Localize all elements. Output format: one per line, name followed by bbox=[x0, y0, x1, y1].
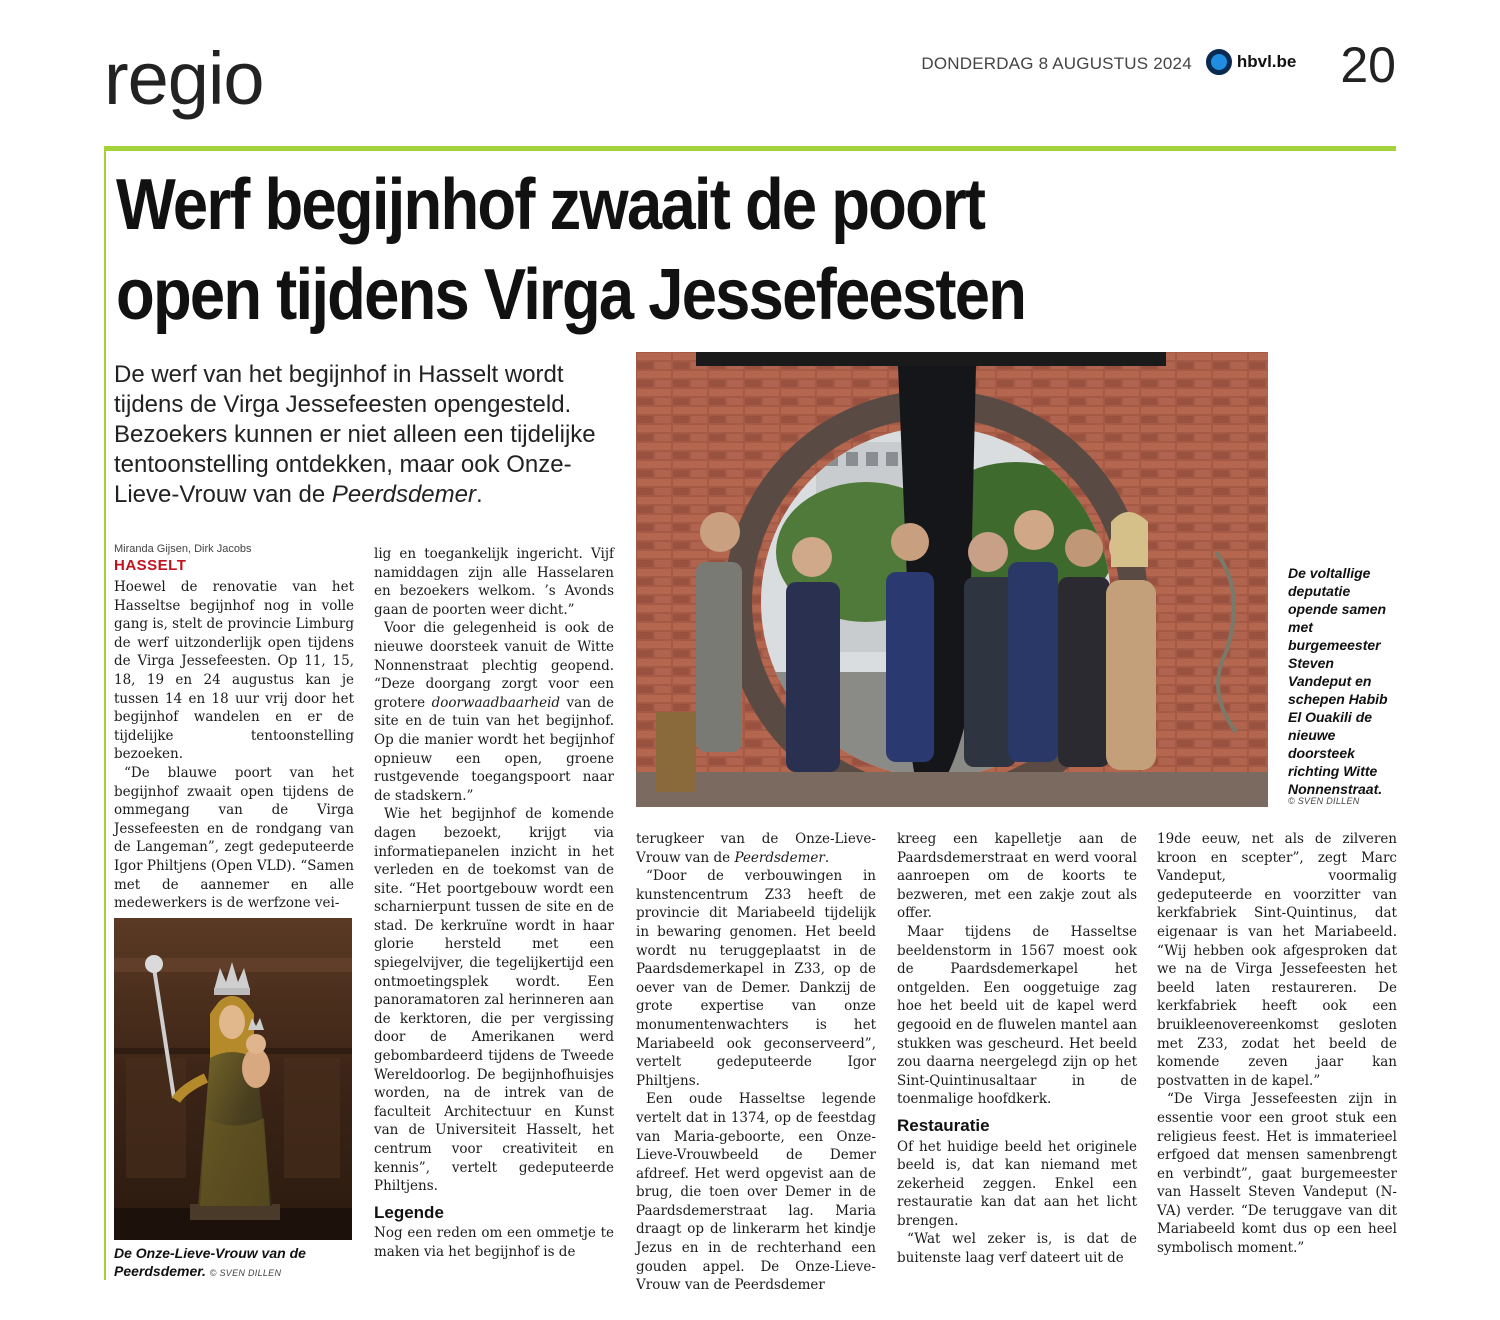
hbvl-logo-icon bbox=[1206, 49, 1232, 75]
lead-italic: Peerdsdemer bbox=[331, 481, 476, 508]
paragraph: Nog een reden om een ommetje te maken via het begijnhof is de bbox=[374, 1225, 614, 1260]
brand[interactable] bbox=[1206, 49, 1297, 75]
accent-rule-vertical bbox=[104, 146, 106, 1280]
headline bbox=[116, 160, 1242, 340]
statue-photo bbox=[114, 918, 352, 1240]
publication-date: DONDERDAG 8 AUGUSTUS 2024 bbox=[921, 54, 1192, 73]
madonna-statue-image bbox=[114, 918, 352, 1240]
paragraph bbox=[374, 619, 614, 805]
paragraph: “Wat wel zeker is, is dat de buitenste laag verf dateert uit de bbox=[897, 1231, 1137, 1267]
statue-caption-text: De Onze-Lieve-Vrouw van de Peerdsdemer. bbox=[114, 1245, 306, 1279]
lead-end: . bbox=[475, 481, 483, 508]
location-tag: HASSELT bbox=[114, 557, 187, 574]
main-photo-credit: © SVEN DILLEN bbox=[1288, 796, 1360, 806]
lead-paragraph bbox=[114, 360, 614, 510]
paragraph: “Door de verbouwingen in kunstencentrum Z33 heeft de provincie dit Mariabeeld tijdelijk in bewaring genomen. Het beeld wordt nu teruggeplaatst in de Paardsdemerkapel in Z33, op de oever van de Demer. Dankzij de grote expertise van onze monumentenwachters is het Mariabeeld ook geconserveerd”, vertelt gedeputeerde Igor Philtjens. bbox=[636, 868, 876, 1089]
paragraph-text: Voor die gelegenheid is ook de nieuwe doorsteek vanuit de Witte Nonnenstraat plechtig geopend. “Deze doorgang zorgt voor een grotere bbox=[374, 620, 614, 711]
emphasis: doorwaadbaarheid bbox=[431, 694, 561, 711]
emphasis: Peerdsdemer bbox=[734, 849, 825, 866]
headline-line-1: Werf begijnhof zwaait de poort bbox=[116, 165, 985, 245]
subheading-legende: Legende bbox=[374, 1202, 444, 1222]
page-number: 20 bbox=[1340, 37, 1396, 93]
paragraph: Hoewel de renovatie van het Hasseltse begijnhof nog in volle gang is, stelt de provincie Limburg de werf uitzonderlijk open tijdens de Virga Jessefeesten. Op 11, 15, 18, 19 en 24 augustus kan je tussen 14 en 18 uur vrij door het begijnhof wandelen en er de tijdelijke tentoonstelling bezoeken. bbox=[114, 579, 354, 763]
statue-photo-credit: © SVEN DILLEN bbox=[209, 1268, 282, 1278]
section-label: regio bbox=[104, 37, 264, 120]
main-photo-caption: De voltallige deputatie opende samen met burgemeester Steven Vandeput en schepen Habib El Ouakili de nieuwe doorsteek richting Witte Nonnenstraat. bbox=[1288, 565, 1388, 797]
paragraph-text: van de site en de tuin van het begijnhof. Op die manier wordt het begijnhof opnieuw een open, groene rustgevende toegangspoort naar de stadskern.” bbox=[374, 694, 614, 804]
subheading-restauratie: Restauratie bbox=[897, 1115, 990, 1135]
column-3 bbox=[636, 830, 876, 1295]
statue-caption bbox=[114, 1244, 354, 1282]
headline-line-2: open tijdens Virga Jessefeesten bbox=[116, 255, 1026, 335]
paragraph: “De Virga Jessefeesten zijn in essentie voor een groot stuk een religieus feest. Het is immaterieel erfgoed dat mensen samenbrengt en verbindt”, gaat burgemeester van Hasselt Steven Vandeput (N-VA) verder. “De teruggave van dit Mariabeeld komt dus op een heel symbolisch moment.” bbox=[1157, 1091, 1397, 1257]
paragraph: Of het huidige beeld het originele beeld is, dat kan niemand met zekerheid zeggen. Enkel een restauratie kan dat aan het licht brengen. bbox=[897, 1138, 1137, 1229]
paragraph: “De blauwe poort van het begijnhof zwaait open tijdens de ommegang van de Virga Jessefeesten en de rondgang van de Langeman”, zegt gedeputeerde Igor Philtjens (Open VLD). “Samen met de aannemer en alle medewerkers is de werfzone vei- bbox=[114, 764, 354, 912]
byline: Miranda Gijsen, Dirk Jacobs bbox=[114, 543, 252, 555]
paragraph: Een oude Hasseltse legende vertelt dat in 1374, op de feestdag van Maria-geboorte, een Onze-Lieve-Vrouwbeeld de Demer afdreef. Het werd opgevist aan de brug, die toen over Demer in de Paardsdemerstraat lag. Maria draagt op de linkerarm het kindje Jezus en in de rechterhand een gouden appel. De Onze-Lieve-Vrouw van de Peerdsdemer bbox=[636, 1091, 876, 1294]
column-2 bbox=[374, 545, 614, 1262]
lead-text: De werf van het begijnhof in Hasselt wordt tijdens de Virga Jessefeesten opengesteld. Bezoekers kunnen er niet alleen een tijdelijke tentoonstelling ontdekken, maar ook Onze-Lieve-Vrouw van de bbox=[114, 361, 596, 508]
paragraph: Maar tijdens de Hasseltse beeldenstorm in 1567 moest ook de Paardsdemerkapel het ontgelden. Een ooggetuige zag hoe het beeld uit de kapel werd gegooid en de fluwelen mantel aan stukken was gescheurd. Het beeld zou daarna neergelegd zijn op het Sint-Quintinusaltaar in de toenmalige hoofdkerk. bbox=[897, 923, 1137, 1108]
group-photo-image bbox=[636, 352, 1268, 807]
brand-name: hbvl.be bbox=[1236, 52, 1297, 71]
paragraph: 19de eeuw, net als de zilveren kroon en scepter”, zegt Marc Vandeput, voormalig gedeputeerde en voorzitter van kerkfabriek Sint-Quintinus, dat eigenaar is van het Mariabeeld. “Wij hebben ook afgesproken dat we na de Virga Jessefeesten het beeld laten restaureren. De kerkfabriek heeft ook een bruikleenovereenkomst gesloten met Z33, zodat het beeld de komende zeven jaar kan postvatten in de kapel.” bbox=[1157, 831, 1397, 1089]
paragraph bbox=[636, 830, 876, 867]
column-4 bbox=[897, 830, 1137, 1268]
column-5 bbox=[1157, 830, 1397, 1258]
paragraph-text: . bbox=[824, 849, 830, 866]
main-photo bbox=[636, 352, 1268, 807]
column-1 bbox=[114, 578, 354, 913]
accent-rule bbox=[104, 146, 1396, 151]
page-header bbox=[921, 37, 1396, 93]
paragraph: kreeg een kapelletje aan de Paardsdemerstraat en werd vooral aanroepen om de koorts te bezweren, met een zakje zout als offer. bbox=[897, 831, 1137, 922]
paragraph: lig en toegankelijk ingericht. Vijf namiddagen zijn alle Hasselaren en bezoekers welkom. ’s Avonds gaan de poorten weer dicht.” bbox=[374, 546, 614, 618]
paragraph: Wie het begijnhof de komende dagen bezoekt, krijgt via informatiepanelen inzicht in het verleden en de toekomst van de site. “Het poortgebouw wordt een scharnierpunt tussen de site en de stad. De kerkruïne wordt in haar glorie hersteld met een spiegelvijver, die tegelijkertijd een ontmoetingsplek wordt. Een panoramatoren zal herinneren aan de kerktoren, die per vergissing door de Amerikanen werd gebombardeerd tijdens de Tweede Wereldoorlog. De begijnhofhuisjes worden, na de intrek van de faculteit Architectuur en Kunst van de Universiteit Hasselt, het centrum voor creativiteit en kennis”, vertelt gedeputeerde Philtjens. bbox=[374, 806, 614, 1195]
paragraph-text: terugkeer van de Onze-Lieve-Vrouw van de bbox=[636, 831, 876, 866]
